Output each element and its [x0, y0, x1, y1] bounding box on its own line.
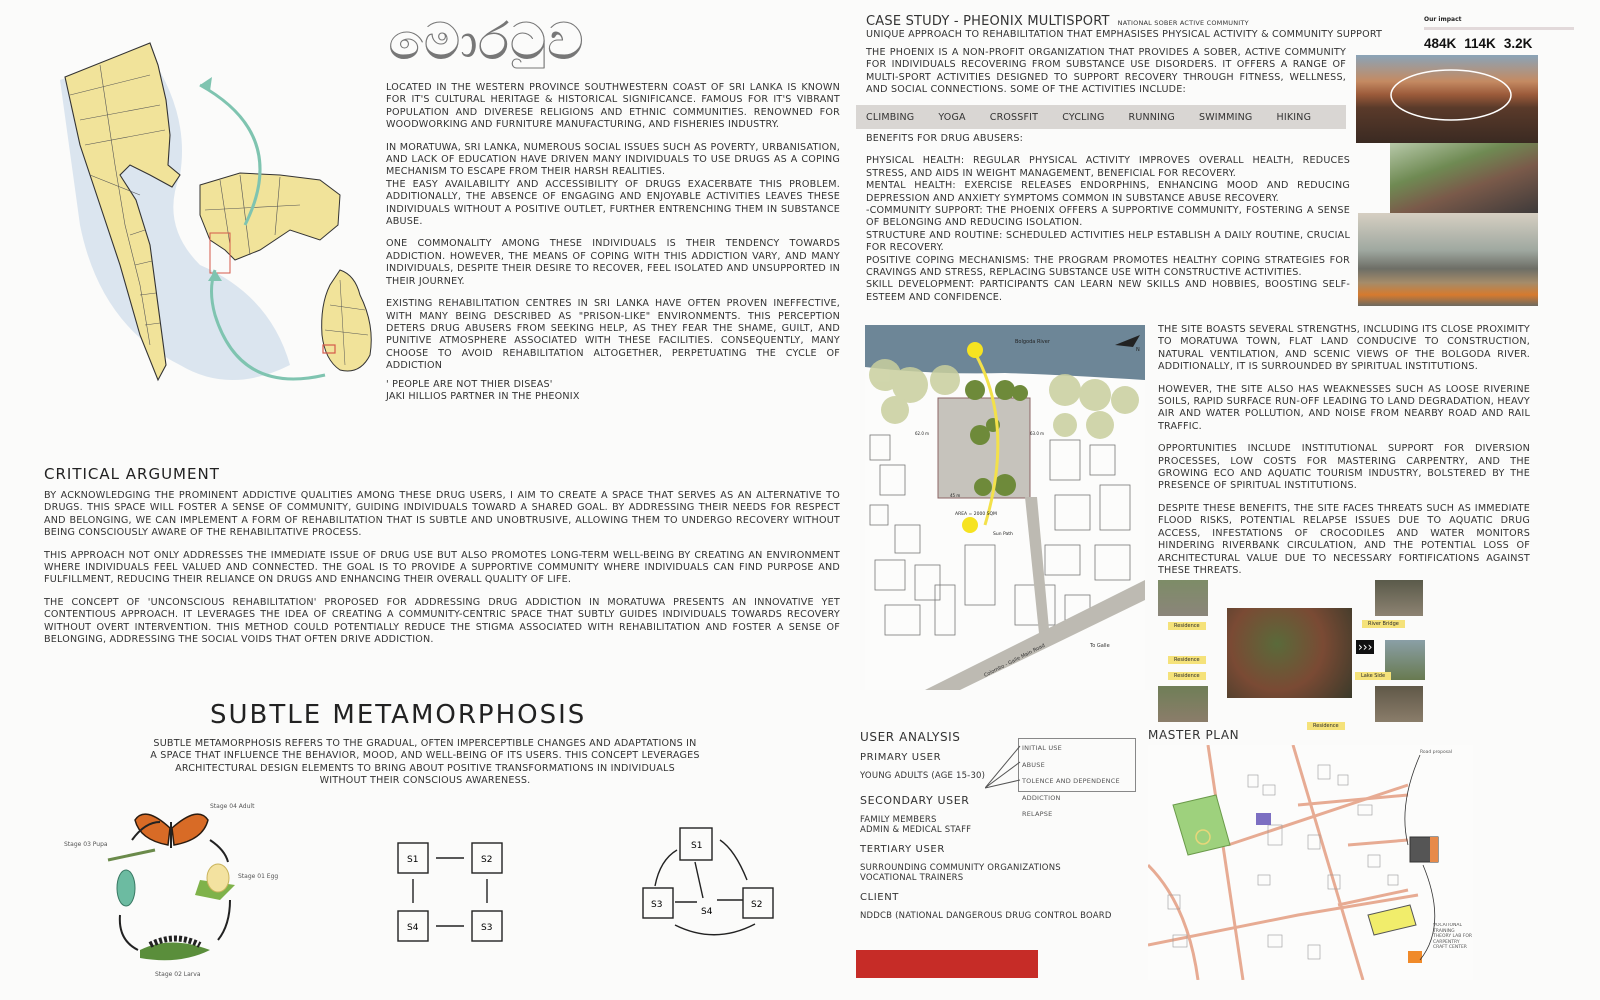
- intro-paragraph-4: ONE COMMONALITY AMONG THESE INDIVIDUALS IS THEIR TENDENCY TOWARDS ADDICTION. HOWEVER, THE MEANS OF COPING WITH THIS ADDICTION VARY, AND MANY INDIVIDUALS, DESPITE THEIR DESIRE TO RECOVER, FEEL ISOLATED AND UNSUPPORTED IN THEIR JOURNEY.: [386, 238, 840, 287]
- master-plan-map: [1148, 745, 1473, 980]
- photo-tag-text: Residence: [1174, 673, 1200, 679]
- stage-pupa-label: Stage 03 Pupa: [64, 841, 108, 848]
- impact-description-line: [1424, 27, 1574, 30]
- critical-argument-body: [44, 490, 840, 656]
- primary-user: YOUNG ADULTS (AGE 15-30): [860, 771, 986, 781]
- stage-adult-label: Stage 04 Adult: [210, 803, 255, 810]
- benefits-title: BENEFITS FOR DRUG ABUSERS:: [866, 133, 1024, 144]
- photo-cyclists: [1390, 143, 1538, 213]
- site-strengths: THE SITE BOASTS SEVERAL STRENGTHS, INCLUDING ITS CLOSE PROXIMITY TO MORATUWA TOWN, FLAT LAND CONDUCIVE TO CONSTRUCTION, NATURAL VENTILATION, AND SCENIC VIEWS OF THE BOLGODA RIVER. ADDITIONALLY, IT IS SURROUNDED BY SPIRITUAL INSTITUTIONS.: [1158, 324, 1530, 373]
- photo-tag: [1168, 656, 1206, 664]
- activities-bar: [856, 105, 1346, 129]
- site-aerial-photo: [1227, 608, 1352, 698]
- case-study-title-text: CASE STUDY - PHEONIX MULTISPORT: [866, 14, 1110, 29]
- benefit-item: SKILL DEVELOPMENT: PARTICIPANTS CAN LEARN NEW SKILLS AND HOBBIES, BOOSTING SELF-ESTEEM AND CONFIDENCE.: [866, 279, 1350, 303]
- converging-space-diagram: [635, 820, 785, 950]
- site-threats: DESPITE THESE BENEFITS, THE SITE FACES THREATS SUCH AS IMMEDIATE FLOOD RISKS, POTENTIAL RELAPSE ISSUES DUE TO AQUATIC DRUG ACCESS, INFESTATIONS OF CROCODILES AND WATER MONITORS HINDERING RIVERBANK CIRCULATION, AND THE POTENTIAL LOSS OF ARCHITECTURAL VALUE DUE TO NECESSARY FORTIFICATIONS AGAINST THESE THREATS.: [1158, 502, 1530, 576]
- master-plan-title: MASTER PLAN: [1148, 728, 1240, 742]
- dim-right-label: 63.0 m: [1030, 431, 1045, 436]
- stage-item: ABUSE: [1022, 760, 1045, 769]
- critical-paragraph-1: BY ACKNOWLEDGING THE PROMINENT ADDICTIVE QUALITIES AMONG THESE DRUG USERS, I AIM TO CREATE A SPACE THAT SERVES AS AN ALTERNATIVE TO DRUGS. THIS SPACE WILL FOSTER A SENSE OF COMMUNITY, GUIDING INDIVIDUALS TOWARD A SHARED GOAL. BY ADDRESSING THEIR NEEDS FOR RESPECT AND BELONGING, WE CAN IMPLEMENT A FORM OF REHABILITATION THAT IS SUBTLE AND UNOBTRUSIVE, ALLOWING THEM TO UNDERGO RECOVERY WITHOUT BEING CONSCIOUSLY AWARE OF THE REHABILITATIVE PROCESS.: [44, 490, 840, 539]
- stage-item: TOLENCE AND DEPENDENCE: [1022, 777, 1120, 785]
- activity-item: CLIMBING: [866, 111, 915, 123]
- impact-stat: 114K: [1464, 36, 1496, 51]
- site-photo: [1158, 686, 1208, 722]
- activity-item: SWIMMING: [1198, 111, 1253, 123]
- main-road-label: Colombo - Galle Main Road: [983, 642, 1047, 679]
- subtle-metamorphosis-body: SUBTLE METAMORPHOSIS REFERS TO THE GRADUAL, OFTEN IMPERCEPTIBLE CHANGES AND ADAPTATIONS IN A SPACE THAT INFLUENCE THE BEHAVIOR, MOOD, AND WELL-BEING OF ITS USERS. THIS CONCEPT LEVERAGES ARCHITECTURAL DESIGN ELEMENTS TO BRING ABOUT POSITIVE TRANSFORMATIONS IN INDIVIDUALS WITHOUT THEIR CONSCIOUS AWARENESS.: [150, 738, 700, 787]
- location-maps: [40, 25, 390, 395]
- site-analysis-text: [1158, 324, 1530, 587]
- client-title: CLIENT: [860, 891, 900, 903]
- case-study-intro: THE PHOENIX IS A NON-PROFIT ORGANIZATION THAT PROVIDES A SOBER, ACTIVE COMMUNITY FOR INDIVIDUALS RECOVERING FROM SUBSTANCE USE DISORDERS. IT OFFERS A RANGE OF MULTI-SPORT ACTIVITIES DESIGNED TO SUPPORT RECOVERY THROUGH FITNESS, WELLNESS, AND SOCIAL CONNECTIONS. SOME OF THE ACTIVITIES INCLUDE:: [866, 47, 1346, 96]
- nddcb-logo-banner: [856, 950, 1038, 978]
- intro-paragraph-2: IN MORATUWA, SRI LANKA, NUMEROUS SOCIAL ISSUES SUCH AS POVERTY, URBANISATION, AND LACK OF EDUCATION HAVE DRIVEN MANY INDIVIDUALS TO USE DRUGS AS A COPING MECHANISM TO ESCAPE FROM THEIR HARSH REALITIES.: [386, 141, 840, 178]
- sun-path-label: Sun Path: [993, 532, 1013, 537]
- photo-tag-text: River Bridge: [1368, 621, 1399, 627]
- road-proposal-label: Road proposal: [1420, 750, 1453, 755]
- diagram-a-s3: S3: [481, 923, 493, 933]
- caterpillar-icon: [140, 939, 210, 961]
- stage-item: RELAPSE: [1022, 810, 1053, 818]
- diagram-a-s4: S4: [407, 923, 419, 933]
- site-photo: [1375, 580, 1423, 616]
- egg-icon: [195, 864, 235, 900]
- intro-paragraph-3: THE EASY AVAILABILITY AND ACCESSIBILITY OF DRUGS EXACERBATE THIS PROBLEM. ADDITIONALLY, THE ABSENCE OF ENGAGING AND ENJOYABLE ACTIVITIES LEAVES THESE INDIVIDUALS WITHOUT A POSITIVE OUTLET, FURTHER ENTRENCHING THEM IN SUBSTANCE ABUSE.: [386, 178, 840, 228]
- sun-icon: [967, 342, 983, 358]
- chrysalis-icon: [108, 850, 155, 906]
- diagram-a-s2: S2: [481, 855, 493, 865]
- diagram-b-s4: S4: [701, 907, 713, 917]
- impact-stat: 3.2K: [1503, 36, 1533, 51]
- subtle-metamorphosis-title: SUBTLE METAMORPHOSIS: [210, 700, 587, 730]
- case-study-title-tag: NATIONAL SOBER ACTIVE COMMUNITY: [1117, 19, 1249, 27]
- photo-kayak: [1358, 213, 1538, 306]
- benefit-item: STRUCTURE AND ROUTINE: SCHEDULED ACTIVITIES HELP ESTABLISH A DAILY ROUTINE, CRUCIAL FOR RECOVERY.: [866, 229, 1350, 254]
- case-study-title: [866, 14, 1249, 29]
- site-weaknesses: HOWEVER, THE SITE ALSO HAS WEAKNESSES SUCH AS LOOSE RIVERINE SOILS, RAPID SURFACE RUN-OFF LEADING TO LAND DEGRADATION, HEAVY AIR AND WATER POLLUTION, AND NOISE FROM NEARBY ROAD AND RAIL TRAFFIC.: [1158, 383, 1530, 432]
- sequential-space-diagram: [390, 835, 520, 950]
- diagram-b-s3: S3: [651, 900, 663, 910]
- benefit-item: MENTAL HEALTH: EXERCISE RELEASES ENDORPHINS, ENHANCING MOOD AND REDUCING DEPRESSION AND ANXIETY SYMPTOMS COMMON IN SUBSTANCE ABUSE RECOVERY.: [866, 180, 1350, 204]
- to-galle-label: To Galle: [1090, 643, 1110, 649]
- stage-item: INITIAL USE: [1022, 744, 1062, 752]
- butterfly-lifecycle-diagram: [60, 800, 280, 980]
- photo-tag-text: Residence: [1174, 623, 1200, 629]
- critical-argument-title: CRITICAL ARGUMENT: [44, 465, 220, 483]
- building-highlight: [1256, 813, 1271, 825]
- diagram-b-s2: S2: [751, 900, 763, 910]
- photo-tag-text: Residence: [1174, 657, 1200, 663]
- benefit-item: PHYSICAL HEALTH: REGULAR PHYSICAL ACTIVITY IMPROVES OVERALL HEALTH, REDUCES STRESS, AND AIDS IN WEIGHT MANAGEMENT, BENEFICIAL FOR RECOVERY.: [866, 155, 1350, 179]
- user-analysis-title: USER ANALYSIS: [860, 730, 961, 744]
- site-plan: [865, 325, 1145, 690]
- quote: ' PEOPLE ARE NOT THIER DISEAS': [386, 378, 553, 390]
- stage-egg-label: Stage 01 Egg: [238, 873, 279, 880]
- chevron-arrows-icon: ›››: [1358, 640, 1373, 654]
- dim-bottom-label: 45 m: [950, 493, 961, 498]
- butterfly-icon: [135, 814, 208, 848]
- critical-paragraph-3: THE CONCEPT OF 'UNCONSCIOUS REHABILITATION' PROPOSED FOR ADDRESSING DRUG ADDICTION IN MORATUWA PRESENTS AN INNOVATIVE YET CONTENTIOUS APPROACH. IT LEVERAGES THE IDEA OF CREATING A COMMUNITY-CENTRIC SPACE THAT SUBTLY GUIDES INDIVIDUALS TOWARDS RECOVERY WITHOUT OVERT INTERVENTION. THIS METHOD COULD POTENTIALLY REDUCE THE STIGMA ASSOCIATED WITH REHABILITATION AND FOSTER A SENSE OF BELONGING, ADDRESSING THE SOCIAL VOIDS THAT OFTEN DRIVE ADDICTION.: [44, 596, 840, 646]
- site-photo: [1158, 580, 1208, 616]
- river-label: Bolgoda River: [1015, 339, 1050, 345]
- photo-tag: [1362, 620, 1405, 628]
- addiction-stages: [1022, 740, 1120, 823]
- benefit-item: -COMMUNITY SUPPORT: THE PHOENIX OFFERS A SUPPORTIVE COMMUNITY, FOSTERING A SENSE OF BELONGING AND REDUCING ISOLATION.: [866, 205, 1350, 229]
- tertiary-users: [860, 863, 1145, 884]
- secondary-user-item: FAMILY MEMBERS: [860, 814, 937, 825]
- activity-item: CYCLING: [1062, 111, 1105, 123]
- diagram-a-s1: S1: [407, 855, 419, 865]
- stage-connector-lines: [985, 740, 1025, 790]
- secondary-user-title: SECONDARY USER: [860, 793, 970, 807]
- stage-larva-label: Stage 02 Larva: [155, 971, 201, 978]
- tertiary-user-item: SURROUNDING COMMUNITY ORGANIZATIONS: [860, 862, 1061, 873]
- photo-tag-text: Residence: [1313, 723, 1339, 729]
- photo-tag: [1168, 672, 1206, 680]
- benefit-item: POSITIVE COPING MECHANISMS: THE PROGRAM PROMOTES HEALTHY COPING STRATEGIES FOR CRAVINGS AND STRESS, REPLACING SUBSTANCE USE WITH CONSTRUCTIVE ACTIVITIES.: [866, 254, 1350, 279]
- north-label: N: [1136, 347, 1140, 353]
- area-label: AREA = 2000 SQM: [955, 512, 997, 517]
- photo-tag-text: Lake Side: [1361, 673, 1386, 679]
- photo-tag: [1307, 722, 1345, 730]
- sri-lanka-map: [322, 270, 372, 371]
- intro-paragraph-1: LOCATED IN THE WESTERN PROVINCE SOUTHWESTERN COAST OF SRI LANKA IS KNOWN FOR IT'S CULTURAL HERITAGE & HISTORICAL SIGNIFICANCE. FAMOUS FOR IT'S VIBRANT POPULATION AND DIVERESE RELIGIONS AND ETHNIC COMMUNITIES. RENOWNED FOR WOODWORKING AND FURNITURE MANUFACTURING, AND FISHERIES INDUSTRY.: [386, 82, 840, 131]
- activity-item: RUNNING: [1128, 111, 1175, 123]
- activity-item: HIKING: [1276, 111, 1312, 123]
- dim-left-label: 62.0 m: [915, 431, 930, 436]
- orange-block: [1408, 951, 1422, 963]
- sun-icon: [962, 517, 978, 533]
- title-sinhala: මොරටුව: [388, 12, 585, 72]
- secondary-user-item: ADMIN & MEDICAL STAFF: [860, 825, 972, 835]
- primary-user-title: PRIMARY USER: [860, 752, 942, 763]
- vocational-label: VOCATIONAL TRAINING THEORY LAB FOR CARPENTRY CRAFT CENTER: [1433, 923, 1472, 950]
- impact-panel: [1424, 16, 1594, 51]
- client: NDDCB (NATIONAL DANGEROUS DRUG CONTROL BOARD: [860, 910, 1112, 921]
- diagram-b-s1: S1: [691, 841, 703, 851]
- site-photo: [1375, 686, 1423, 722]
- tertiary-user-title: TERTIARY USER: [860, 843, 945, 855]
- activity-item: CROSSFIT: [989, 111, 1039, 123]
- intro-text: [386, 82, 840, 403]
- stage-item: ADDICTION: [1022, 793, 1061, 802]
- benefits-list: [866, 133, 1350, 304]
- photo-group-gathering: [1356, 55, 1538, 143]
- case-study-subtitle: UNIQUE APPROACH TO REHABILITATION THAT EMPHASISES PHYSICAL ACTIVITY & COMMUNITY SUPPORT: [866, 29, 1383, 40]
- intro-paragraph-5: EXISTING REHABILITATION CENTRES IN SRI LANKA HAVE OFTEN PROVEN INEFFECTIVE, WITH MANY BEING DESCRIBED AS "PRISON-LIKE" ENVIRONMENTS. THIS PERCEPTION DETERS DRUG ABUSERS FROM SEEKING HELP, AS THEY FEAR THE SHAME, GUILT, AND PUNITIVE ATMOSPHERE ASSOCIATED WITH THESE FACILITIES. CONSEQUENTLY, MANY CHOOSE TO AVOID REHABILITATION ALTOGETHER, PERPETUATING THE CYCLE OF ADDICTION: [386, 298, 840, 372]
- critical-paragraph-2: THIS APPROACH NOT ONLY ADDRESSES THE IMMEDIATE ISSUE OF DRUG USE BUT ALSO PROMOTES LONG-TERM WELL-BEING BY CREATING AN ENVIRONMENT WHERE INDIVIDUALS FEEL VALUED AND CONNECTED. THE GOAL IS TO PROVIDE A SUPPORTIVE COMMUNITY WHERE INDIVIDUALS CAN FIND PURPOSE AND FULFILLMENT, REDUCING THEIR RELIANCE ON DRUGS AND ENHANCING THEIR OVERALL QUALITY OF LIFE.: [44, 549, 840, 586]
- impact-title: Our impact: [1424, 16, 1462, 23]
- impact-stat: 484K: [1424, 36, 1457, 51]
- quote-author: JAKI HILLIOS PARTNER IN THE PHEONIX: [386, 390, 580, 402]
- photo-tag: [1168, 622, 1206, 630]
- activity-item: YOGA: [938, 111, 966, 123]
- site-opportunities: OPPORTUNITIES INCLUDE INSTITUTIONAL SUPPORT FOR DIVERSION PROCESSES, LOW COSTS FOR MASTERING CARPENTRY, AND THE GROWING ECO AND AQUATIC TOURISM INDUSTRY, BOLSTERED BY THE PRESENCE OF SPIRITUAL INSTITUTIONS.: [1158, 443, 1530, 492]
- photo-tag: [1355, 672, 1391, 680]
- tertiary-user-item: VOCATIONAL TRAINERS: [860, 873, 964, 883]
